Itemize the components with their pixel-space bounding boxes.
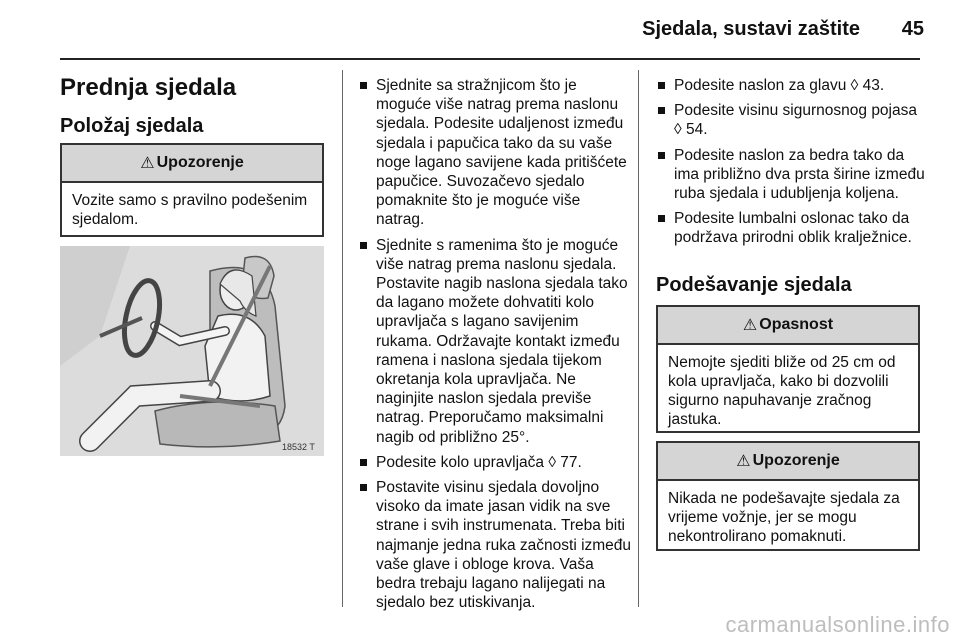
warning-title: Upozorenje bbox=[752, 452, 840, 469]
warning-text: Vozite samo s pravilno podešenim sjedalom. bbox=[72, 192, 308, 228]
page-number: 45 bbox=[901, 18, 924, 40]
list-item: Podesite lumbalni oslonac tako da podržava prirodni oblik kralježnice. bbox=[656, 209, 926, 247]
warning-box-header bbox=[658, 443, 918, 481]
warning-text: Nikada ne podešavajte sjedala za vrijeme vožnje, jer se mogu nekontrolirano pomaknuti. bbox=[668, 490, 900, 545]
subsection-heading: Položaj sjedala bbox=[60, 115, 204, 137]
list-item: Podesite naslon za glavu ◊ 43. bbox=[656, 76, 926, 95]
list-item: Sjednite sa stražnjicom što je moguće više natrag prema naslonu sjedala. Podesite udaljenost između sjedala i papučica tako da su vaše noge lagano savijene kada pritišćete papučice. Suvozačevo sjedalo pomaknite što je moguće više natrag. bbox=[358, 76, 632, 230]
list-item: Podesite naslon za bedra tako da ima približno dva prsta širine između ruba sjedala i udubljenja koljena. bbox=[656, 146, 926, 204]
col3-bullet-list bbox=[656, 76, 926, 254]
figure-code: 18532 T bbox=[282, 442, 315, 452]
watermark: carmanualsonline.info bbox=[725, 612, 950, 637]
col2-bullet-list bbox=[358, 76, 632, 618]
warning-triangle-icon: ⚠ bbox=[140, 155, 155, 172]
warning-triangle-icon: ⚠ bbox=[736, 453, 751, 470]
danger-box-header bbox=[658, 307, 918, 345]
list-item: Podesite visinu sigurnosnog pojasa ◊ 54. bbox=[656, 101, 926, 139]
list-item: Sjednite s ramenima što je moguće više natrag prema naslonu sjedala. Postavite nagib naslona sjedala tako da lagano možete dohvatiti kolo upravljača s lagano savijenim rukama. Održavajte kontakt između ramena i naslona sjedala tijekom okretanja kola upravljača. Ne naginjite naslon sjedala previše natrag. Preporučamo maksimalni nagib od približno 25°. bbox=[358, 236, 632, 447]
header-title: Sjedala, sustavi zaštite bbox=[642, 18, 860, 40]
section-heading: Prednja sjedala bbox=[60, 74, 237, 101]
warning-triangle-icon: ⚠ bbox=[742, 317, 758, 334]
danger-text: Nemojte sjediti bliže od 25 cm od kola upravljača, kako bi dozvolili sigurno napuhavanje zračnog jastuka. bbox=[668, 354, 896, 428]
list-item: Podesite kolo upravljača ◊ 77. bbox=[358, 453, 632, 472]
column-divider-1 bbox=[342, 70, 343, 607]
driver-seat-drawing bbox=[60, 246, 324, 456]
warning-title: Upozorenje bbox=[156, 154, 244, 171]
warning-box-2 bbox=[656, 441, 920, 551]
warning-box-header bbox=[62, 145, 322, 183]
danger-title: Opasnost bbox=[759, 316, 834, 333]
warning-box-1 bbox=[60, 143, 324, 237]
column-divider-2 bbox=[638, 70, 639, 607]
subsection-heading-adjust: Podešavanje sjedala bbox=[656, 274, 852, 296]
danger-box bbox=[656, 305, 920, 433]
header-rule bbox=[60, 58, 920, 60]
seat-position-illustration bbox=[60, 246, 324, 456]
list-item: Postavite visinu sjedala dovoljno visoko da imate jasan vidik na sve strane i svih instrumenata. Treba biti najmanje jedna ruka začnosti između vaše glave i obloge krova. Vaša bedra trebaju lagano nalijegati na sjedalo bez utiskivanja. bbox=[358, 478, 632, 612]
